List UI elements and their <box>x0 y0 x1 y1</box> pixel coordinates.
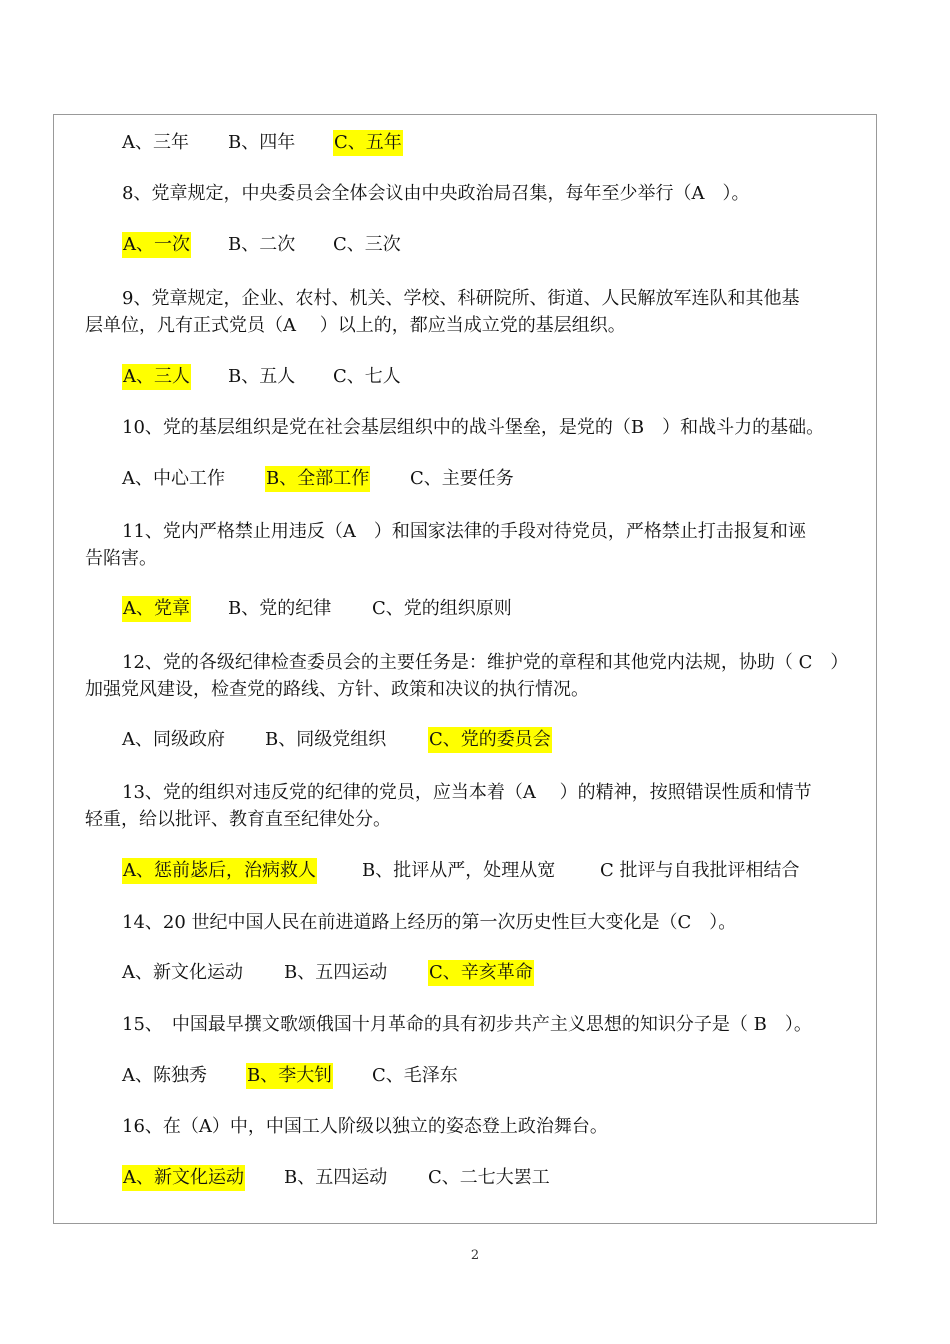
q12-line1: 12、党的各级纪律检查委员会的主要任务是：维护党的章程和其他党内法规，协助（ C ） <box>122 652 849 673</box>
q10-option-b-answer: B、全部工作 <box>265 466 370 492</box>
q12-line2: 加强党风建设，检查党的路线、方针、政策和决议的执行情况。 <box>85 679 589 700</box>
q11-option-a-answer: A、党章 <box>122 596 191 622</box>
q11-line2: 告陷害。 <box>85 548 157 569</box>
q14-text: 14、20 世纪中国人民在前进道路上经历的第一次历史性巨大变化是（C ）。 <box>122 912 737 933</box>
q9-option-a-answer: A、三人 <box>122 364 191 390</box>
q13-line1: 13、党的组织对违反党的纪律的党员，应当本着（A ）的精神，按照错误性质和情节 <box>122 782 812 803</box>
q10-option-a: A、中心工作 <box>122 468 225 489</box>
q14-option-c-answer: C、辛亥革命 <box>428 960 534 986</box>
q11-option-b: B、党的纪律 <box>228 598 332 619</box>
q16-option-a-answer: A、新文化运动 <box>122 1165 245 1191</box>
q13-option-c: C 批评与自我批评相结合 <box>600 860 800 881</box>
q8-option-b: B、二次 <box>228 234 296 255</box>
q10-option-c: C、主要任务 <box>410 468 514 489</box>
q15-option-b-answer: B、李大钊 <box>246 1063 333 1089</box>
q15-option-a: A、陈独秀 <box>122 1065 207 1086</box>
q8-text: 8、党章规定，中央委员会全体会议由中央政治局召集，每年至少举行（A ）。 <box>122 183 750 204</box>
page-number: 2 <box>470 1248 480 1263</box>
q15-text: 15、 中国最早撰文歌颂俄国十月革命的具有初步共产主义思想的知识分子是（ B ）。 <box>122 1014 812 1035</box>
q9-option-b: B、五人 <box>228 366 296 387</box>
q16-text: 16、在（A）中，中国工人阶级以独立的姿态登上政治舞台。 <box>122 1116 608 1137</box>
q9-option-c: C、七人 <box>333 366 401 387</box>
q12-option-a: A、同级政府 <box>122 729 225 750</box>
q16-option-c: C、二七大罢工 <box>428 1167 550 1188</box>
q12-option-c-answer: C、党的委员会 <box>428 727 552 753</box>
q14-option-b: B、五四运动 <box>284 962 388 983</box>
q13-line2: 轻重，给以批评、教育直至纪律处分。 <box>85 809 391 830</box>
q11-option-c: C、党的组织原则 <box>372 598 512 619</box>
q9-line2: 层单位，凡有正式党员（A ）以上的，都应当成立党的基层组织。 <box>85 315 626 336</box>
q7-option-a: A、三年 <box>122 132 189 153</box>
q8-option-a-answer: A、一次 <box>122 232 191 258</box>
q16-option-b: B、五四运动 <box>284 1167 388 1188</box>
q15-option-c: C、毛泽东 <box>372 1065 458 1086</box>
q11-line1: 11、党内严格禁止用违反（A ）和国家法律的手段对待党员，严格禁止打击报复和诬 <box>122 521 806 542</box>
q10-text: 10、党的基层组织是党在社会基层组织中的战斗堡垒，是党的（B ）和战斗力的基础。 <box>122 417 825 438</box>
q12-option-b: B、同级党组织 <box>265 729 387 750</box>
q9-line1: 9、党章规定，企业、农村、机关、学校、科研院所、街道、人民解放军连队和其他基 <box>122 288 800 309</box>
q7-option-b: B、四年 <box>228 132 296 153</box>
q8-option-c: C、三次 <box>333 234 401 255</box>
q7-option-c-answer: C、五年 <box>333 130 403 156</box>
q13-option-b: B、批评从严，处理从宽 <box>362 860 556 881</box>
q13-option-a-answer: A、惩前毖后，治病救人 <box>122 858 317 884</box>
q14-option-a: A、新文化运动 <box>122 962 243 983</box>
